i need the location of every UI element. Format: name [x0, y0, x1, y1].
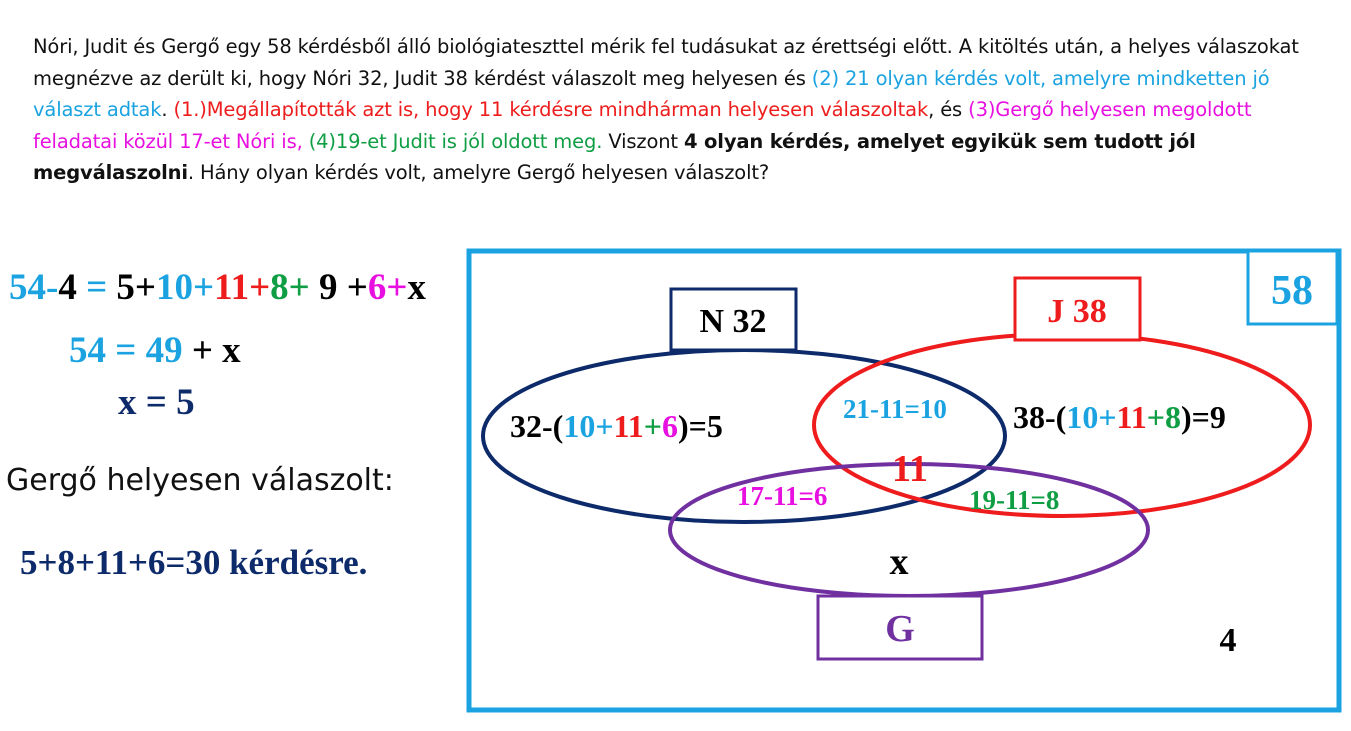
eq2-part-a: 54 = 49	[69, 330, 183, 371]
j-only-b: 10	[1066, 399, 1099, 435]
j-only-e: +	[1146, 399, 1166, 435]
n-only-d: 11	[613, 408, 644, 444]
answer-result: 5+8+11+6=30 kérdésre.	[20, 543, 368, 582]
ng-only-region: 17-11=6	[737, 481, 828, 511]
n-only-b: 10	[563, 408, 596, 444]
n-only-e: +	[643, 408, 663, 444]
n-only-region	[510, 408, 723, 444]
j-only-c: +	[1098, 399, 1117, 435]
n-only-c: +	[595, 408, 614, 444]
center-region: 11	[892, 448, 928, 490]
problem-text-3: .	[161, 98, 174, 121]
eq1-part-i: 6+	[367, 267, 408, 308]
problem-text-6: (3)Gergő helyesen megoldott feladatai közül 17-et Nóri is,	[33, 98, 1252, 153]
g-only-region: x	[889, 541, 909, 583]
eq2-part-b: + x	[182, 330, 241, 371]
problem-text-5: , és	[928, 98, 969, 121]
eq1-part-c: =	[76, 267, 117, 308]
eq1-part-g: 8+	[270, 267, 310, 308]
eq1-part-d: 5+	[116, 267, 157, 308]
n-only-a: 32-(	[510, 408, 564, 444]
set-g-label: G	[885, 608, 915, 650]
set-j-label: J 38	[1047, 293, 1107, 330]
n-only-f: 6	[662, 408, 679, 444]
eq1-part-h: 9 +	[309, 267, 368, 308]
j-only-g: )=9	[1181, 399, 1226, 435]
equation-3: x = 5	[118, 382, 195, 423]
outside-region: 4	[1219, 622, 1237, 659]
eq1-part-e: 10+	[156, 267, 215, 308]
total-label: 58	[1271, 268, 1313, 314]
set-n-label: N 32	[699, 303, 767, 340]
problem-text-8: Viszont	[602, 129, 684, 153]
j-only-region	[1013, 399, 1226, 435]
nj-only-region: 21-11=10	[843, 394, 947, 424]
problem-text-2: (2) 21 olyan kérdés volt, amelyre mindketten jó választ adtak	[33, 66, 1270, 121]
j-only-d: 11	[1116, 399, 1147, 435]
eq1-part-b: 4	[58, 267, 77, 308]
jg-only-region: 19-11=8	[969, 485, 1060, 515]
problem-text-7: (4)19-et Judit is jól oldott meg.	[308, 129, 603, 153]
problem-text-10: . Hány olyan kérdés volt, amelyre Gergő helyesen válaszolt?	[187, 161, 770, 184]
eq1-part-f: 11+	[214, 267, 271, 308]
problem-text-1: Nóri, Judit és Gergő egy 58 kérdésből álló biológiateszttel mérik fel tudásukat az érettségi előtt. A kitöltés után, a helyes válaszokat megnézve az derült ki, hogy Nóri 32, Judit 38 kérdést válaszolt meg helyesen és	[33, 35, 1299, 90]
problem-text-9: 4 olyan kérdés, amelyet egyikük sem tudott jól megválaszolni	[33, 129, 1196, 184]
j-only-a: 38-(	[1013, 399, 1067, 435]
j-only-f: 8	[1165, 399, 1182, 435]
n-only-g: )=5	[678, 408, 723, 444]
answer-label: Gergő helyesen válaszolt:	[6, 463, 394, 498]
eq1-part-a: 54-	[9, 267, 59, 308]
eq1-part-j: x	[407, 267, 426, 308]
problem-text-4: (1.)Megállapították azt is, hogy 11 kérdésre mindhárman helyesen válaszoltak	[173, 98, 929, 121]
